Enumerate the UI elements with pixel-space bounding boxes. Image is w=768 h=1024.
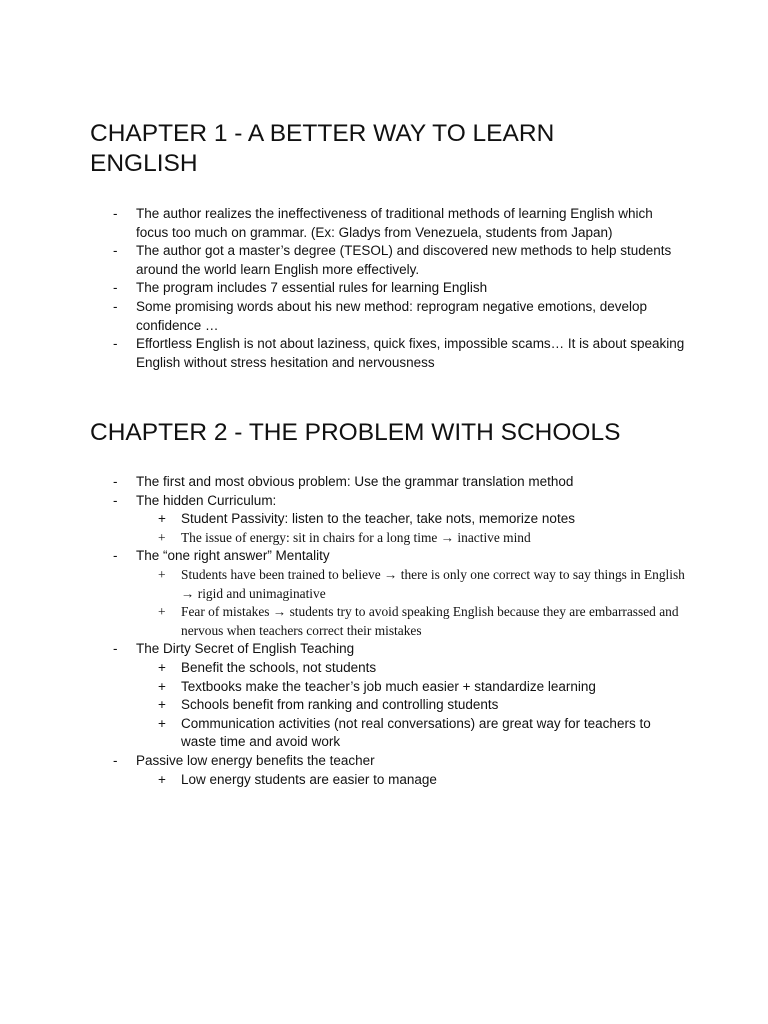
sublist: [158, 771, 688, 790]
chapter-1-title: CHAPTER 1 - A BETTER WAY TO LEARN ENGLISH: [90, 120, 555, 177]
list-item-text: The first and most obvious problem: Use the grammar translation method: [136, 474, 574, 489]
plus-marker: +: [158, 659, 166, 675]
sublist-item: [158, 715, 688, 752]
dash-marker: -: [113, 336, 118, 352]
dash-marker: -: [113, 243, 118, 259]
dash-marker: -: [113, 492, 118, 508]
plus-marker: +: [158, 771, 166, 787]
plus-marker: +: [158, 511, 166, 527]
dash-marker: -: [113, 641, 118, 657]
sublist: [158, 566, 688, 640]
plus-marker: +: [158, 566, 166, 582]
list-item: [113, 205, 688, 242]
list-item: [113, 640, 688, 752]
dash-marker: -: [113, 752, 118, 768]
sublist-item: [158, 659, 688, 678]
list-item-text: The Dirty Secret of English Teaching: [136, 641, 355, 657]
dash-marker: -: [113, 280, 118, 296]
list-item-text: Effortless English is not about laziness, quick fixes, impossible scams… It is about speaking English without stress hesitation and nervousness: [136, 336, 685, 370]
sublist-item: [158, 529, 688, 548]
list-item-text: Passive low energy benefits the teacher: [136, 752, 375, 768]
dash-marker: -: [113, 548, 118, 564]
sublist-item-text: Textbooks make the teacher’s job much easier + standardize learning: [181, 678, 596, 694]
list-item-text: The author realizes the ineffectiveness of traditional methods of learning English which focus too much on grammar. (Ex: Gladys from Venezuela, students from Japan): [136, 206, 653, 240]
plus-marker: +: [158, 678, 166, 694]
dash-marker: -: [113, 298, 118, 314]
sublist-item-text: Students have been trained to believe → there is only one correct way to say things in English → rigid and unimaginative: [181, 566, 685, 601]
chapter-2-title: CHAPTER 2 - THE PROBLEM WITH SCHOOLS: [90, 419, 621, 446]
list-item-text: The “one right answer” Mentality: [136, 548, 330, 564]
dash-marker: -: [113, 474, 118, 489]
plus-marker: +: [158, 715, 166, 731]
sublist-item-text: The issue of energy: sit in chairs for a long time → inactive mind: [181, 529, 531, 545]
sublist: [158, 659, 688, 752]
sublist-item: [158, 603, 688, 640]
sublist-item: [158, 566, 688, 603]
sublist-item: [158, 678, 688, 697]
list-item: [113, 752, 688, 789]
sublist-item-text: Low energy students are easier to manage: [181, 771, 437, 787]
list-item: [113, 298, 688, 335]
list-item-text: The hidden Curriculum:: [136, 492, 277, 508]
list-item: [113, 335, 688, 372]
list-item-text: Some promising words about his new method: reprogram negative emotions, develop confidence …: [136, 298, 648, 333]
list-item-text: The author got a master’s degree (TESOL) and discovered new methods to help students around the world learn English more effectively.: [136, 243, 672, 277]
dash-marker: -: [113, 206, 118, 221]
list-item: [113, 492, 688, 548]
sublist: [158, 510, 688, 547]
chapter-2-list: [113, 473, 688, 789]
chapter-1-list: [113, 205, 688, 372]
sublist-item: [158, 510, 688, 529]
sublist-item-text: Student Passivity: listen to the teacher, take nots, memorize notes: [181, 511, 575, 527]
sublist-item: [158, 696, 688, 715]
list-item: [113, 473, 688, 492]
sublist-item: [158, 771, 688, 790]
sublist-item-text: Schools benefit from ranking and controlling students: [181, 697, 499, 713]
plus-marker: +: [158, 604, 166, 620]
sublist-item-text: Communication activities (not real conversations) are great way for teachers to waste time and avoid work: [181, 715, 651, 750]
list-item: [113, 242, 688, 279]
list-item: [113, 547, 688, 640]
plus-marker: +: [158, 697, 166, 713]
sublist-item-text: Benefit the schools, not students: [181, 659, 377, 675]
sublist-item-text: Fear of mistakes → students try to avoid speaking English because they are embarrassed and nervous when teachers correct their mistakes: [181, 604, 679, 638]
list-item: [113, 279, 688, 298]
list-item-text: The program includes 7 essential rules for learning English: [136, 280, 488, 296]
plus-marker: +: [158, 529, 166, 545]
